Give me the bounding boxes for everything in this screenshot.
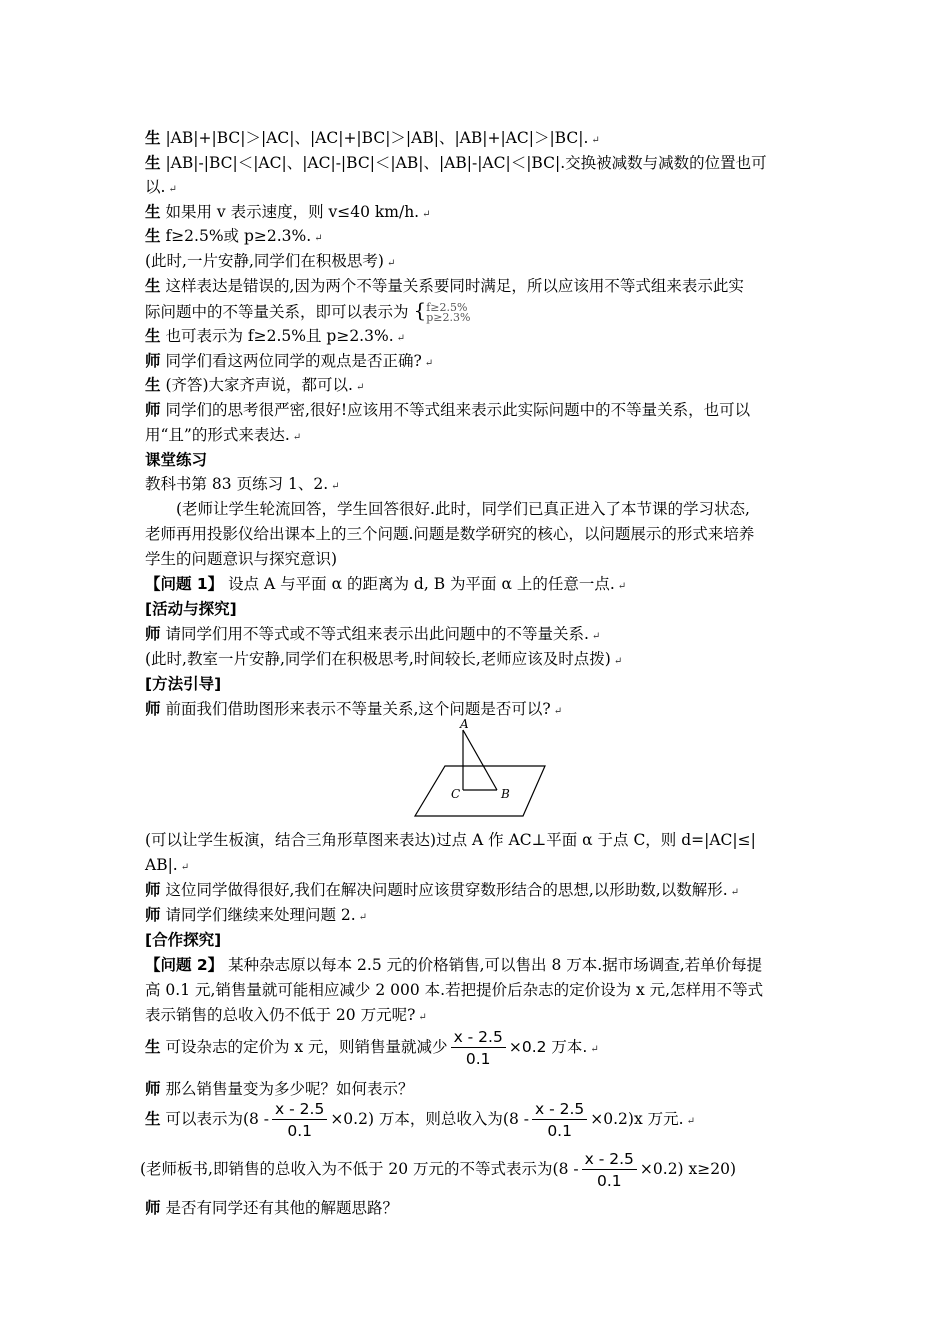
line-16: (老师让学生轮流回答，学生回答很好.此时，同学们已真正进入了本节课的学习状态, xyxy=(176,500,750,518)
line-17: 老师再用投影仪给出课本上的三个问题.问题是数学研究的核心，以问题展示的形式来培养 xyxy=(145,525,755,543)
line-7: 生 这样表达是错误的,因为两个不等量关系要同时满足，所以应该用不等式组来表示此实 xyxy=(145,277,744,295)
problem-1: 【问题 1】 设点 A 与平面 α 的距离为 d, B 为平面 α 上的任意一点. ↵ xyxy=(145,575,627,593)
line-15: 教科书第 83 页练习 1、2. ↵ xyxy=(145,475,340,493)
heading-method: [方法引导] xyxy=(145,675,222,693)
heading-cooperation: [合作探究] xyxy=(145,931,222,949)
line-2: 生 |AB|-|BC|＜|AC|、|AC|-|BC|＜|AB|、|AB|-|AC|＜|BC|.交换被减数与减数的位置也可 xyxy=(145,154,767,172)
line-18: 学生的问题意识与探究意识) xyxy=(145,550,338,568)
heading-activity: [活动与探究] xyxy=(145,600,237,618)
line-8: 际问题中的不等量关系，即可以表示为 { f≥2.5% p≥2.3% xyxy=(145,298,471,324)
line-28: 师 请同学们继续来处理问题 2. ↵ xyxy=(145,906,368,924)
line-27: 师 这位同学做得很好,我们在解决问题时应该贯穿数形结合的思想,以形助数,以数解形. ↵ xyxy=(145,881,740,899)
line-11: 生 (齐答)大家齐声说，都可以. ↵ xyxy=(145,376,365,394)
line-37: 师 是否有同学还有其他的解题思路？ xyxy=(145,1199,398,1217)
fraction: $\frac{x - 2.5}{0.1}$ xyxy=(272,1099,327,1142)
fraction: $\frac{x - 2.5}{0.1}$ xyxy=(451,1027,506,1070)
label-c: C xyxy=(451,787,461,801)
problem-2: 【问题 2】 某种杂志原以每本 2.5 元的价格销售,可以售出 8 万本.据市场调查,若单价每提 xyxy=(145,956,763,974)
line-35: 生 可以表示为(8 - $\frac{x - 2.5}{0.1}$ ×0.2) 万本，则总收入为(8 - $\frac{x - 2.5}{0.1}$ ×0.2)x 万元. ↵ xyxy=(145,1099,695,1140)
plane-alpha-shape xyxy=(415,766,545,816)
line-12: 师 同学们的思考很严密,很好!应该用不等式组来表示此实际问题中的不等量关系，也可以 xyxy=(145,401,751,419)
line-32: 表示销售的总收入仍不低于 20 万元呢? ↵ xyxy=(145,1006,427,1024)
line-33: 生 可设杂志的定价为 x 元，则销售量就减少 $\frac{x - 2.5}{0.1}$ ×0.2 万本. ↵ xyxy=(145,1027,599,1068)
line-5: 生 f≥2.5%或 p≥2.3%. ↵ xyxy=(145,227,323,245)
section-heading-practice: 课堂练习 xyxy=(145,451,208,469)
fraction: $\frac{x - 2.5}{0.1}$ xyxy=(532,1099,587,1142)
line-36: (老师板书,即销售的总收入为不低于 20 万元的不等式表示为(8 - $\frac{x - 2.5}{0.1}$ ×0.2) x≥20) xyxy=(140,1149,737,1190)
segment-ab xyxy=(463,730,497,790)
line-24: 师 前面我们借助图形来表示不等量关系,这个问题是否可以? ↵ xyxy=(145,700,563,718)
line-25: (可以让学生板演，结合三角形草图来表达)过点 A 作 AC⊥平面 α 于点 C，则 d=|AC|≤| xyxy=(145,831,756,849)
label-a: A xyxy=(460,718,469,731)
fraction: $\frac{x - 2.5}{0.1}$ xyxy=(582,1149,637,1192)
line-31: 高 0.1 元,销售量就可能相应减少 2 000 本.若把提价后杂志的定价设为 x 元,怎样用不等式 xyxy=(145,981,764,999)
label-b: B xyxy=(501,787,510,801)
line-34: 师 那么销售量变为多少呢？如何表示？ xyxy=(145,1080,414,1098)
inequality-system: f≥2.5% p≥2.3% xyxy=(426,301,471,324)
line-3: 以. ↵ xyxy=(145,178,177,196)
plane-triangle-figure xyxy=(405,718,555,824)
line-9: 生 也可表示为 f≥2.5%且 p≥2.3%. ↵ xyxy=(145,327,406,345)
line-10: 师 同学们看这两位同学的观点是否正确? ↵ xyxy=(145,352,434,370)
line-6: (此时,一片安静,同学们在积极思考) ↵ xyxy=(145,252,396,270)
line-26: AB|. ↵ xyxy=(145,856,190,874)
line-21: 师 请同学们用不等式或不等式组来表示出此问题中的不等量关系. ↵ xyxy=(145,625,601,643)
line-4: 生 如果用 v 表示速度，则 v≤40 km/h. ↵ xyxy=(145,203,431,221)
line-13: 用“且”的形式来表达. ↵ xyxy=(145,426,302,444)
line-22: (此时,教室一片安静,同学们在积极思考,时间较长,老师应该及时点拨) ↵ xyxy=(145,650,623,668)
line-1: 生 |AB|+|BC|＞|AC|、|AC|+|BC|＞|AB|、|AB|+|AC|＞|BC|. ↵ xyxy=(145,129,600,147)
